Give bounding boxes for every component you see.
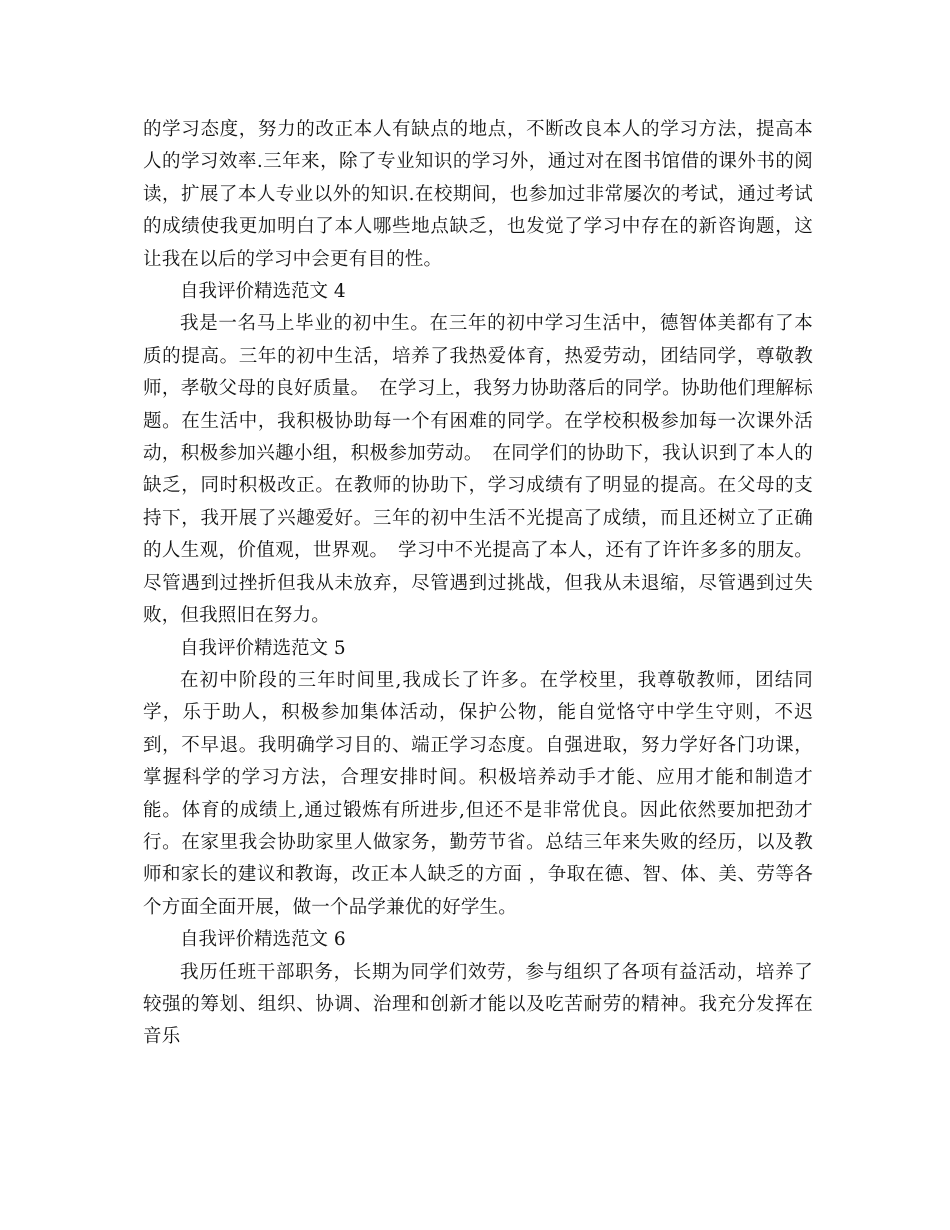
paragraph-essay-4: 我是一名马上毕业的初中生。在三年的初中学习生活中，德智体美都有了本质的提高。三年的初中生活，培养了我热爱体育，热爱劳动，团结同学，尊敬教师，孝敬父母的良好质量。 在学习上，我努力协助落后的同学。协助他们理解标题。在生活中，我积极协助每一个有困难的同学。在学校积极参加每一次课外活动，积极参加兴趣小组，积极参加劳动。 在同学们的协助下，我认识到了本人的缺乏，同时积极改正。在教师的协助下，学习成绩有了明显的提高。在父母的支持下，我开展了兴趣爱好。三年的初中生活不光提高了成绩，而且还树立了正确的人生观，价值观，世界观。 学习中不光提高了本人，还有了许许多多的朋友。尽管遇到过挫折但我从未放弃，尽管遇到过挑战，但我从未退缩，尽管遇到过失败，但我照旧在努力。 xyxy=(143,313,813,627)
section-heading-5: 自我评价精选范文 5 xyxy=(180,637,346,659)
document-body xyxy=(143,114,813,1054)
paragraph-essay-6: 我历任班干部职务，长期为同学们效劳，参与组织了各项有益活动，培养了较强的筹划、组织、协调、治理和创新才能以及吃苦耐劳的精神。我充分发挥在音乐 xyxy=(143,961,813,1048)
section-heading-6: 自我评价精选范文 6 xyxy=(180,929,346,951)
section-heading-4: 自我评价精选范文 4 xyxy=(180,281,346,303)
paragraph-essay-5: 在初中阶段的三年时间里,我成长了许多。在学校里，我尊敬教师，团结同学，乐于助人，积极参加集体活动，保护公物，能自觉恪守中学生守则，不迟到，不早退。我明确学习目的、端正学习态度。自强进取，努力学好各门功课，掌握科学的学习方法，合理安排时间。积极培养动手才能、应用才能和制造才能。体育的成绩上,通过锻炼有所进步,但还不是非常优良。因此依然要加把劲才行。在家里我会协助家里人做家务，勤劳节省。总结三年来失败的经历，以及教师和家长的建议和教诲，改正本人缺乏的方面 ，争取在德、智、体、美、劳等各个方面全面开展，做一个品学兼优的好学生。 xyxy=(143,669,813,918)
paragraph-continuation: 的学习态度，努力的改正本人有缺点的地点，不断改良本人的学习方法，提高本人的学习效率.三年来，除了专业知识的学习外，通过对在图书馆借的课外书的阅读，扩展了本人专业以外的知识.在校期间，也参加过非常屡次的考试，通过考试的成绩使我更加明白了本人哪些地点缺乏，也发觉了学习中存在的新咨询题，这让我在以后的学习中会更有目的性。 xyxy=(143,119,813,270)
